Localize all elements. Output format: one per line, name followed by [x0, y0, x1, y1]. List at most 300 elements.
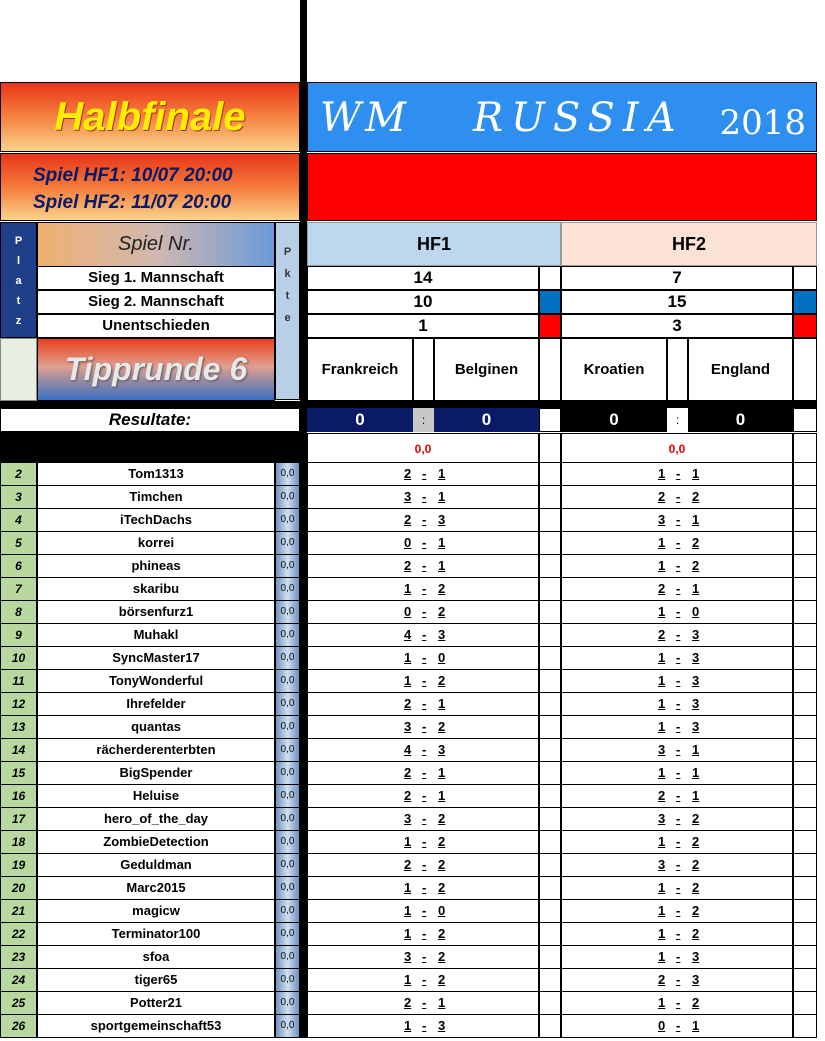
player-name: SyncMaster17	[37, 647, 275, 670]
hf1-tip-home: 1	[404, 903, 412, 918]
platz-number: 13	[0, 716, 37, 739]
pkte-letter: k	[284, 268, 291, 280]
player-name: Terminator100	[37, 923, 275, 946]
table-row	[0, 647, 817, 670]
hf1-tip-away: 2	[438, 949, 446, 964]
row-gap	[300, 716, 307, 739]
hf1-tip-away: 2	[438, 673, 446, 688]
hf1-tip-spacer	[539, 716, 561, 739]
tip-separator: -	[676, 466, 681, 481]
hf1-points-spacer	[539, 433, 561, 463]
hf2-tip-home: 1	[658, 926, 666, 941]
tip-separator: -	[676, 949, 681, 964]
player-name: sfoa	[37, 946, 275, 969]
platz-label	[0, 222, 37, 338]
hf2-tip-home: 1	[658, 995, 666, 1010]
hf1-tip-away: 3	[438, 742, 446, 757]
hf2-tip-cell	[561, 716, 793, 739]
platz-number: 15	[0, 762, 37, 785]
player-name: Geduldman	[37, 854, 275, 877]
hf2-tip-spacer	[793, 670, 817, 693]
hf1-tip-cell	[307, 808, 539, 831]
hf1-tip-cell	[307, 969, 539, 992]
hf2-tip-spacer	[793, 578, 817, 601]
platz-number: 8	[0, 601, 37, 624]
hf2-tip-spacer	[793, 785, 817, 808]
hf1-tip-home: 1	[404, 834, 412, 849]
hf1-tip-spacer	[539, 808, 561, 831]
match-schedule	[0, 153, 300, 221]
hf1-tip-cell	[307, 693, 539, 716]
hf2-tip-away: 3	[692, 719, 700, 734]
hf1-tip-spacer	[539, 854, 561, 877]
player-name: phineas	[37, 555, 275, 578]
player-points: 0,0	[275, 578, 300, 601]
tip-separator: -	[422, 903, 427, 918]
hf1-tip-home: 3	[404, 719, 412, 734]
hf2-team1: Kroatien	[561, 338, 667, 401]
tip-separator: -	[422, 719, 427, 734]
player-name: Timchen	[37, 486, 275, 509]
hf1-tip-spacer	[539, 900, 561, 923]
hf1-tip-spacer	[539, 601, 561, 624]
hf2-tip-home: 1	[658, 880, 666, 895]
hf2-tip-away: 1	[692, 512, 700, 527]
platz-number: 9	[0, 624, 37, 647]
tip-separator: -	[422, 972, 427, 987]
hf1-tip-away: 1	[438, 489, 446, 504]
row-gap	[300, 509, 307, 532]
hf2-tip-away: 1	[692, 466, 700, 481]
tip-separator: -	[676, 995, 681, 1010]
pkte-letter: e	[284, 312, 291, 324]
hf1-result2: 0	[434, 408, 539, 432]
platz-number: 7	[0, 578, 37, 601]
hf1-tip-spacer	[539, 992, 561, 1015]
hf1-points: 0,0	[307, 433, 539, 463]
hf1-tip-home: 2	[404, 765, 412, 780]
hf2-tip-away: 2	[692, 535, 700, 550]
platz-letter: l	[16, 255, 21, 267]
hf1-team1: Frankreich	[307, 338, 413, 401]
hf1-tip-away: 2	[438, 857, 446, 872]
player-name: sportgemeinschaft53	[37, 1015, 275, 1038]
schedule-hf2: Spiel HF2: 11/07 20:00	[33, 192, 232, 213]
tip-separator: -	[422, 995, 427, 1010]
hf1-tip-cell	[307, 463, 539, 486]
player-name: iTechDachs	[37, 509, 275, 532]
hf1-tip-spacer	[539, 1015, 561, 1038]
hf1-tip-cell	[307, 854, 539, 877]
hf1-team-spacer	[539, 338, 561, 401]
platz-number: 19	[0, 854, 37, 877]
tip-separator: -	[676, 811, 681, 826]
hf1-tip-cell	[307, 555, 539, 578]
hf1-tip-home: 1	[404, 880, 412, 895]
hf1-tip-spacer	[539, 624, 561, 647]
hf1-tip-spacer	[539, 463, 561, 486]
hf2-tip-home: 1	[658, 535, 666, 550]
hf1-tip-spacer	[539, 969, 561, 992]
hf1-tip-spacer	[539, 831, 561, 854]
row-gap	[300, 831, 307, 854]
hf2-tip-cell	[561, 969, 793, 992]
hf2-tip-away: 3	[692, 650, 700, 665]
platz-number: 21	[0, 900, 37, 923]
hf2-tip-away: 2	[692, 811, 700, 826]
hf2-tip-spacer	[793, 463, 817, 486]
hf2-tip-cell	[561, 900, 793, 923]
spiel-nr-label: Spiel Nr.	[37, 222, 275, 267]
hf1-tip-cell	[307, 624, 539, 647]
hf2-tip-away: 2	[692, 995, 700, 1010]
player-name: ZombieDetection	[37, 831, 275, 854]
player-points: 0,0	[275, 716, 300, 739]
hf1-tip-spacer	[539, 486, 561, 509]
tip-separator: -	[676, 765, 681, 780]
hf1-tip-away: 2	[438, 581, 446, 596]
table-row	[0, 693, 817, 716]
hf2-tip-spacer	[793, 486, 817, 509]
hf1-tip-away: 1	[438, 696, 446, 711]
row-gap	[300, 670, 307, 693]
hf2-header: HF2	[561, 222, 817, 266]
hf1-tip-spacer	[539, 693, 561, 716]
table-row	[0, 463, 817, 486]
hf2-tip-cell	[561, 647, 793, 670]
tip-separator: -	[422, 857, 427, 872]
tip-separator: -	[422, 696, 427, 711]
hf2-tip-away: 1	[692, 742, 700, 757]
hf1-tip-home: 0	[404, 604, 412, 619]
tip-separator: -	[422, 604, 427, 619]
table-row	[0, 854, 817, 877]
hf2-tip-spacer	[793, 739, 817, 762]
hf1-tip-spacer	[539, 532, 561, 555]
hf1-tip-home: 3	[404, 489, 412, 504]
player-points: 0,0	[275, 486, 300, 509]
hf2-tip-home: 1	[658, 719, 666, 734]
player-points: 0,0	[275, 1015, 300, 1038]
hf1-tip-away: 1	[438, 535, 446, 550]
platz-number: 23	[0, 946, 37, 969]
platz-number: 22	[0, 923, 37, 946]
hf1-tip-cell	[307, 532, 539, 555]
hf2-team-spacer	[793, 338, 817, 401]
table-row	[0, 555, 817, 578]
row-gap	[300, 762, 307, 785]
row-gap	[300, 624, 307, 647]
row-gap	[300, 647, 307, 670]
row-gap	[300, 854, 307, 877]
tip-separator: -	[422, 811, 427, 826]
hf2-tip-away: 0	[692, 604, 700, 619]
hf2-tip-spacer	[793, 831, 817, 854]
tip-separator: -	[676, 489, 681, 504]
player-name: quantas	[37, 716, 275, 739]
table-row	[0, 946, 817, 969]
tip-separator: -	[422, 949, 427, 964]
player-points: 0,0	[275, 693, 300, 716]
hf2-tip-home: 2	[658, 788, 666, 803]
hf1-unent-count: 1	[307, 314, 539, 338]
hf2-tip-home: 0	[658, 1018, 666, 1033]
player-name: Muhakl	[37, 624, 275, 647]
hf1-sieg2-count: 10	[307, 290, 539, 314]
tip-separator: -	[676, 1018, 681, 1033]
hf2-tip-cell	[561, 946, 793, 969]
table-row	[0, 969, 817, 992]
player-name: korrei	[37, 532, 275, 555]
hf1-tip-away: 0	[438, 650, 446, 665]
wm-year: 2018	[719, 103, 806, 143]
hf1-tip-away: 1	[438, 788, 446, 803]
player-name: Marc2015	[37, 877, 275, 900]
tip-separator: -	[422, 742, 427, 757]
player-points: 0,0	[275, 463, 300, 486]
table-row	[0, 509, 817, 532]
hf2-tip-away: 3	[692, 949, 700, 964]
player-points: 0,0	[275, 992, 300, 1015]
tip-separator: -	[422, 834, 427, 849]
platz-number: 18	[0, 831, 37, 854]
row-gap	[300, 923, 307, 946]
hf2-tip-home: 1	[658, 650, 666, 665]
tip-separator: -	[676, 719, 681, 734]
tip-separator: -	[676, 581, 681, 596]
hf2-tip-cell	[561, 578, 793, 601]
hf1-tip-away: 2	[438, 926, 446, 941]
tip-separator: -	[422, 627, 427, 642]
hf2-tip-away: 1	[692, 765, 700, 780]
tipprunde-label: Tipprunde 6	[37, 338, 275, 401]
player-points: 0,0	[275, 808, 300, 831]
pkte-letter: t	[285, 290, 290, 302]
hf2-tip-home: 3	[658, 857, 666, 872]
table-row	[0, 739, 817, 762]
hf2-tip-spacer	[793, 923, 817, 946]
hf1-tip-cell	[307, 946, 539, 969]
row-gap	[300, 785, 307, 808]
player-points: 0,0	[275, 854, 300, 877]
top-divider	[300, 0, 307, 463]
hf2-tip-cell	[561, 486, 793, 509]
hf2-tip-spacer	[793, 532, 817, 555]
platz-number: 26	[0, 1015, 37, 1038]
player-name: Tom1313	[37, 463, 275, 486]
player-name: BigSpender	[37, 762, 275, 785]
player-points: 0,0	[275, 624, 300, 647]
platz-number: 24	[0, 969, 37, 992]
hf1-tip-home: 3	[404, 811, 412, 826]
hf2-tip-spacer	[793, 555, 817, 578]
hf2-tip-cell	[561, 555, 793, 578]
hf1-tip-spacer	[539, 762, 561, 785]
tip-separator: -	[676, 558, 681, 573]
hf2-tip-away: 2	[692, 857, 700, 872]
hf2-tip-away: 2	[692, 903, 700, 918]
player-points: 0,0	[275, 946, 300, 969]
hf2-tip-away: 2	[692, 558, 700, 573]
hf1-tip-home: 1	[404, 673, 412, 688]
hf2-tip-spacer	[793, 693, 817, 716]
hf2-tip-cell	[561, 463, 793, 486]
table-row	[0, 624, 817, 647]
hf2-tip-away: 3	[692, 696, 700, 711]
hf2-team-sep	[667, 338, 688, 401]
red-banner	[307, 153, 817, 221]
tip-separator: -	[676, 788, 681, 803]
hf1-tip-cell	[307, 877, 539, 900]
tip-separator: -	[422, 650, 427, 665]
resultate-label: Resultate:	[0, 408, 300, 432]
hf2-tip-cell	[561, 693, 793, 716]
player-points: 0,0	[275, 785, 300, 808]
platz-letter: t	[16, 295, 21, 307]
pkte-letter: P	[283, 246, 292, 258]
hf2-tip-away: 3	[692, 627, 700, 642]
platz-number: 4	[0, 509, 37, 532]
player-points: 0,0	[275, 969, 300, 992]
hf1-tip-home: 1	[404, 581, 412, 596]
player-name: tiger65	[37, 969, 275, 992]
platz-number: 6	[0, 555, 37, 578]
tip-separator: -	[676, 696, 681, 711]
hf1-tip-cell	[307, 900, 539, 923]
hf2-tip-cell	[561, 923, 793, 946]
hf1-result1: 0	[307, 408, 413, 432]
hf2-tip-away: 2	[692, 926, 700, 941]
row-gap	[300, 877, 307, 900]
hf1-tip-spacer	[539, 647, 561, 670]
hf1-tip-home: 1	[404, 926, 412, 941]
hf2-result1: 0	[561, 408, 667, 432]
hf1-tip-home: 0	[404, 535, 412, 550]
hf1-tip-home: 2	[404, 558, 412, 573]
hf1-marker-empty	[539, 266, 561, 290]
stage-title-text: Halbfinale	[54, 94, 246, 139]
hf2-tip-away: 3	[692, 673, 700, 688]
player-points: 0,0	[275, 923, 300, 946]
table-row	[0, 716, 817, 739]
wm-banner	[307, 82, 817, 152]
hf2-tip-spacer	[793, 946, 817, 969]
hf2-tip-home: 3	[658, 512, 666, 527]
tip-separator: -	[676, 857, 681, 872]
right-edge	[817, 0, 825, 1041]
hf1-tip-away: 2	[438, 972, 446, 987]
hf1-tip-cell	[307, 509, 539, 532]
platz-number: 2	[0, 463, 37, 486]
hf1-tip-cell	[307, 716, 539, 739]
hf2-tip-spacer	[793, 969, 817, 992]
hf2-tip-away: 1	[692, 581, 700, 596]
player-name: hero_of_the_day	[37, 808, 275, 831]
hf2-points-spacer	[793, 433, 817, 463]
player-name: börsenfurz1	[37, 601, 275, 624]
hf1-tip-away: 2	[438, 719, 446, 734]
black-band-2	[0, 432, 307, 463]
hf2-tip-spacer	[793, 854, 817, 877]
hf1-sieg1-count: 14	[307, 266, 539, 290]
hf1-red-marker	[539, 314, 561, 338]
table-row	[0, 992, 817, 1015]
hf2-tip-spacer	[793, 509, 817, 532]
hf2-tip-home: 1	[658, 949, 666, 964]
table-row	[0, 808, 817, 831]
tip-separator: -	[422, 558, 427, 573]
hf1-tip-cell	[307, 992, 539, 1015]
row-gap	[300, 739, 307, 762]
row-gap	[300, 555, 307, 578]
hf1-tip-cell	[307, 670, 539, 693]
player-points: 0,0	[275, 670, 300, 693]
hf2-tip-away: 1	[692, 1018, 700, 1033]
hf1-result-colon: :	[413, 408, 434, 432]
tip-separator: -	[676, 627, 681, 642]
black-band	[0, 401, 817, 408]
hf2-tip-cell	[561, 877, 793, 900]
hf2-tip-cell	[561, 739, 793, 762]
hf1-tip-home: 2	[404, 466, 412, 481]
hf2-tip-home: 2	[658, 489, 666, 504]
hf1-tip-away: 1	[438, 558, 446, 573]
hf2-tip-cell	[561, 831, 793, 854]
platz-letter: z	[15, 315, 22, 327]
row-gap	[300, 946, 307, 969]
row-gap	[300, 532, 307, 555]
hf1-tip-away: 3	[438, 627, 446, 642]
platz-number: 12	[0, 693, 37, 716]
hf2-result-spacer	[793, 408, 817, 432]
tip-separator: -	[676, 742, 681, 757]
hf1-tip-away: 2	[438, 604, 446, 619]
hf2-tip-spacer	[793, 808, 817, 831]
hf2-blue-marker	[793, 290, 817, 314]
tip-separator: -	[422, 1018, 427, 1033]
hf2-tip-spacer	[793, 877, 817, 900]
hf2-tip-spacer	[793, 1015, 817, 1038]
wm-title-left: WM	[320, 95, 411, 141]
hf1-tip-cell	[307, 647, 539, 670]
hf2-tip-home: 1	[658, 673, 666, 688]
player-name: Heluise	[37, 785, 275, 808]
player-points: 0,0	[275, 739, 300, 762]
hf1-tip-away: 3	[438, 512, 446, 527]
player-points: 0,0	[275, 647, 300, 670]
hf1-tip-away: 2	[438, 834, 446, 849]
tip-separator: -	[422, 765, 427, 780]
hf1-tip-home: 2	[404, 995, 412, 1010]
table-row	[0, 762, 817, 785]
hf2-tip-home: 3	[658, 811, 666, 826]
hf2-tip-home: 1	[658, 903, 666, 918]
platz-number: 25	[0, 992, 37, 1015]
row-gap	[300, 808, 307, 831]
row-gap	[300, 463, 307, 486]
hf1-tip-spacer	[539, 578, 561, 601]
hf2-tip-cell	[561, 992, 793, 1015]
player-points: 0,0	[275, 601, 300, 624]
hf1-tip-home: 2	[404, 857, 412, 872]
hf2-marker-empty	[793, 266, 817, 290]
hf1-tip-spacer	[539, 877, 561, 900]
player-name: skaribu	[37, 578, 275, 601]
hf1-tip-home: 2	[404, 696, 412, 711]
table-row	[0, 670, 817, 693]
tip-separator: -	[676, 535, 681, 550]
hf2-tip-spacer	[793, 900, 817, 923]
